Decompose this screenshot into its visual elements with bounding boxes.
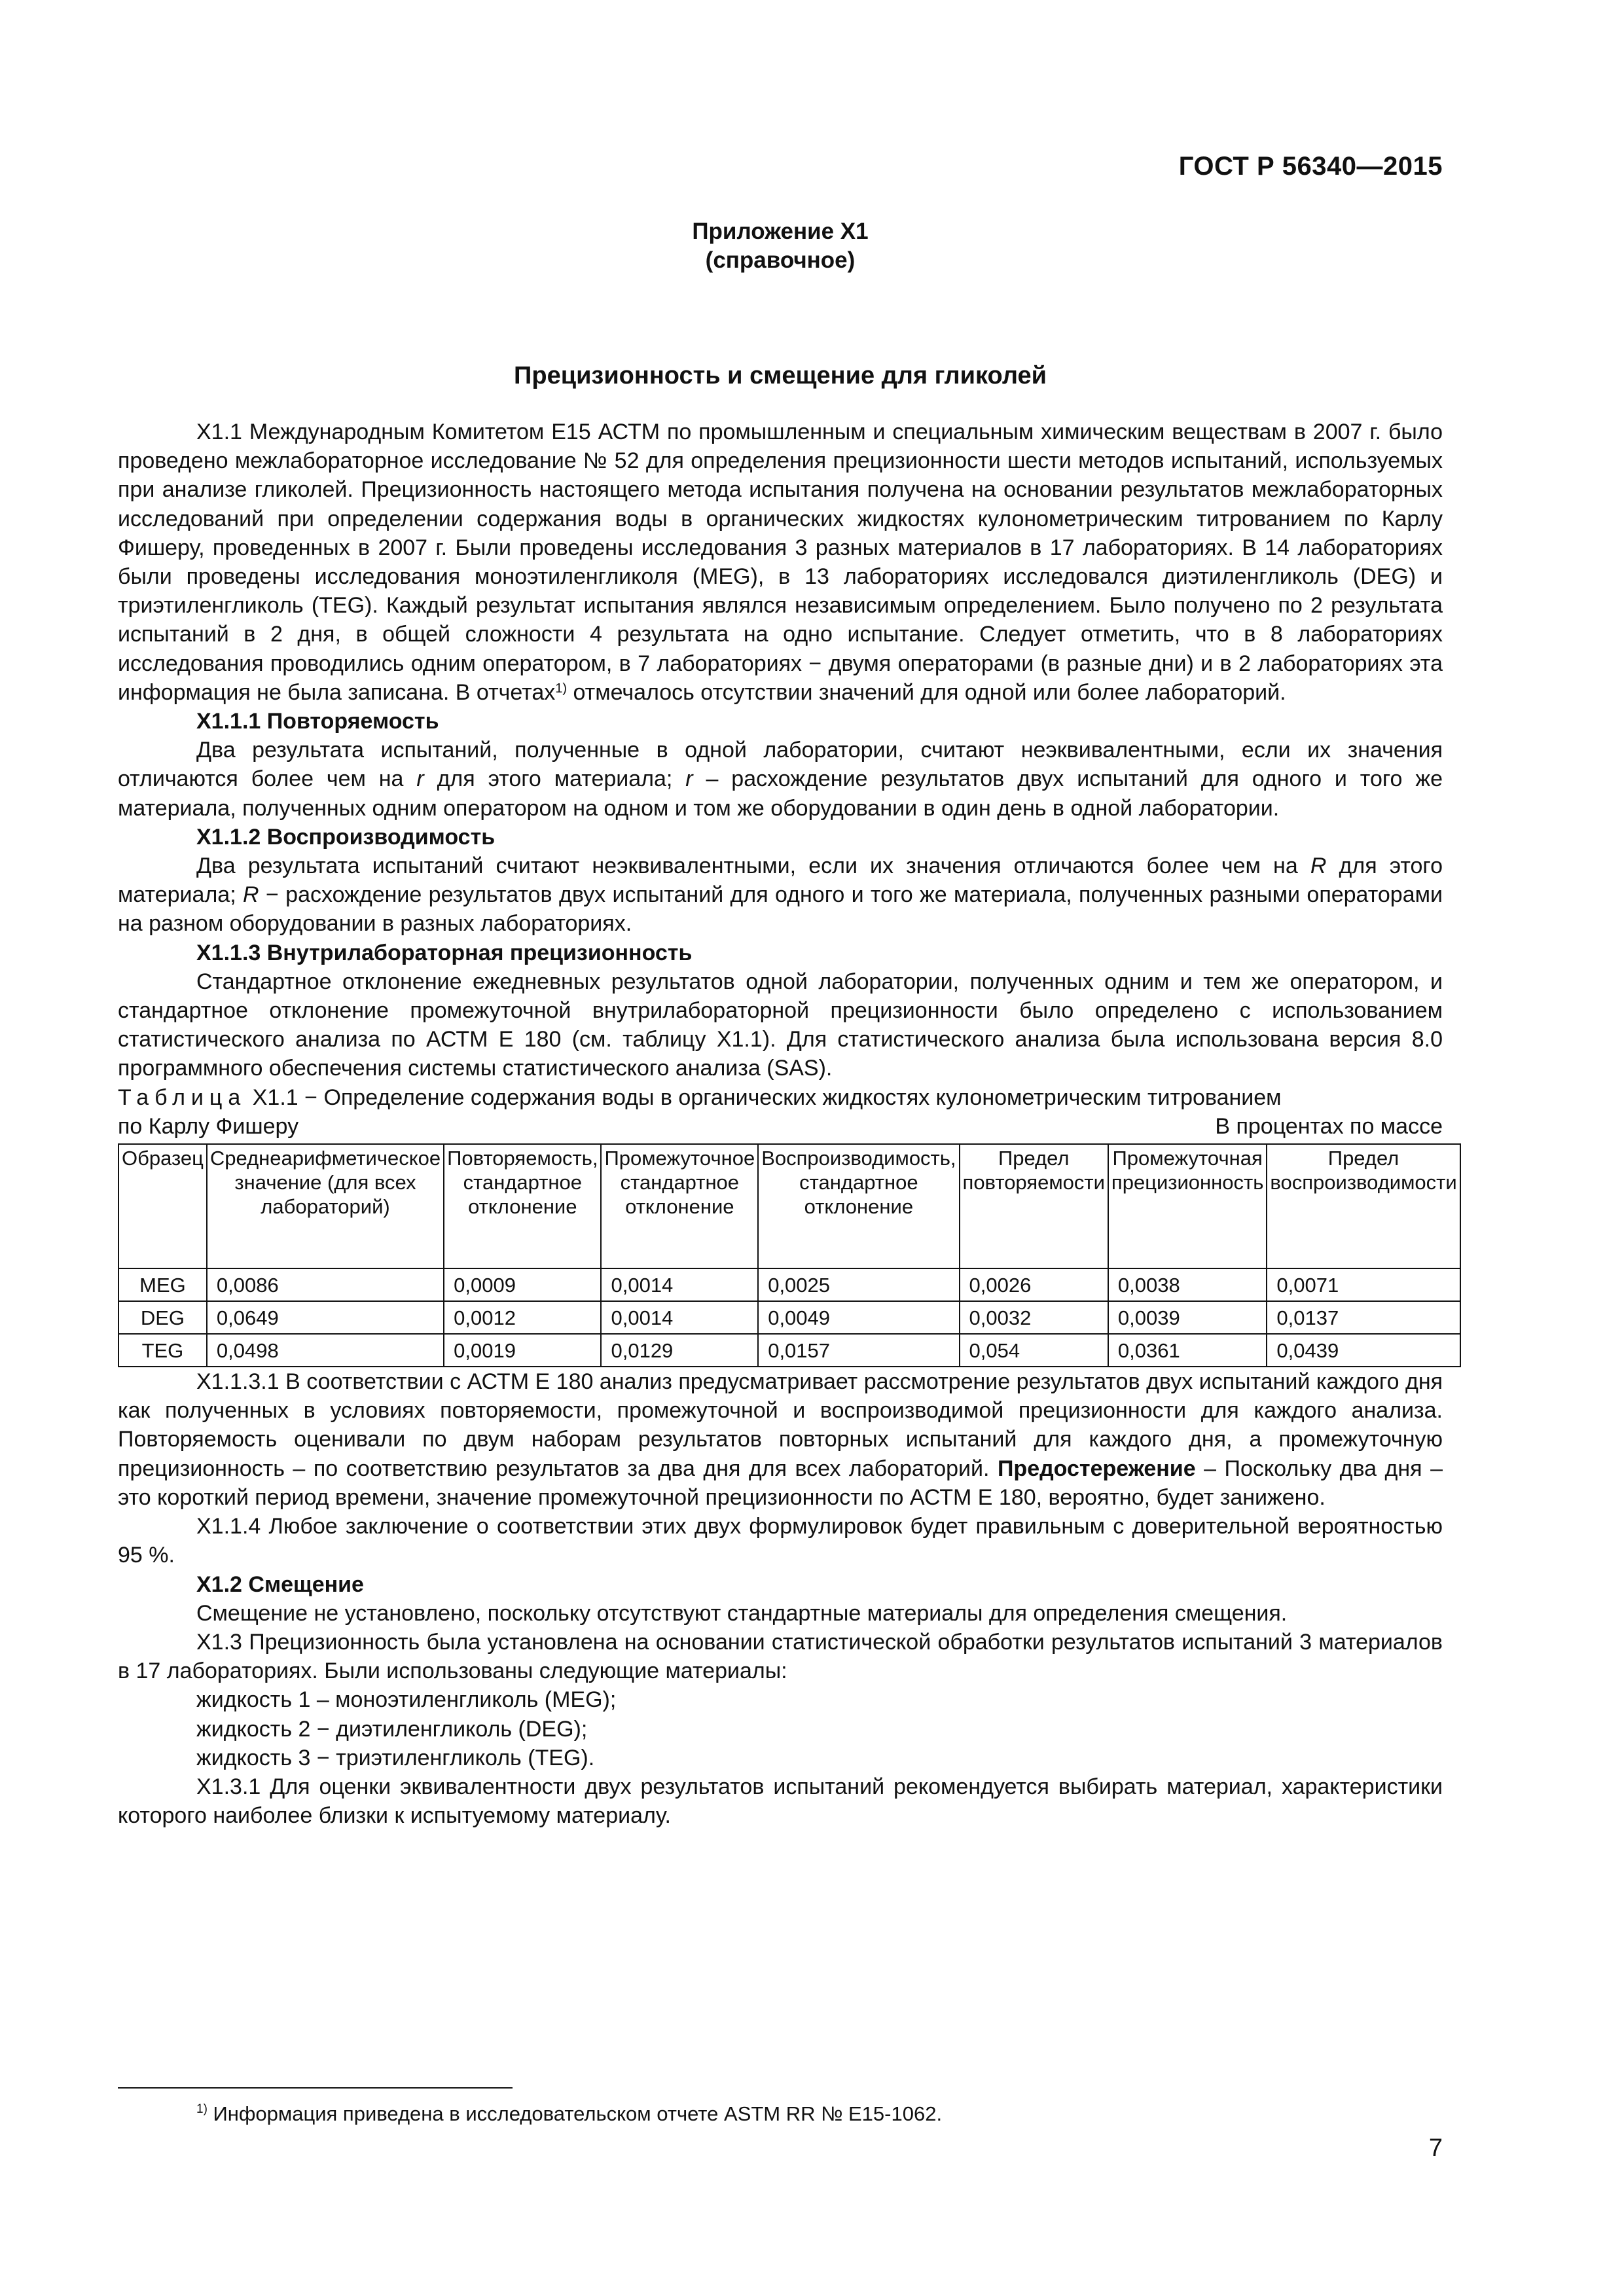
table-cell: 0,054 bbox=[960, 1334, 1108, 1367]
appendix-label: Приложение Х1 bbox=[692, 219, 869, 244]
table-cell: MEG bbox=[118, 1268, 207, 1301]
heading-repeatability: Х1.1.1 Повторяемость bbox=[196, 709, 439, 734]
table-cell: 0,0039 bbox=[1108, 1301, 1267, 1334]
table-cell: 0,0049 bbox=[758, 1301, 959, 1334]
table-header-row bbox=[118, 1144, 1460, 1268]
col-header-sample: Образец bbox=[118, 1144, 207, 1268]
paragraph-x1-1: Х1.1 Международным Комитетом Е15 АСТМ по промышленным и специальным химическим веществам в 2007 г. было проведено межлабораторное исследование № 52 для определения прецизионности шести методов испытаний, используемых при анализе гликолей. Прецизионность настоящего метода испытания получена на основании результатов межлабораторных исследований при определении содержания воды в органических жидкостях кулонометрическим титрованием по Карлу Фишеру, проведенных в 2007 г. Были проведены исследования 3 разных материалов в 17 лабораториях. В 14 лабораториях были проведены исследования моноэтиленгликоля (MEG), в 13 лабораториях исследовался диэтиленгликоль (DEG) и триэтиленгликоль (TEG). Каждый результат испытания являлся независимым определением. Было получено по 2 результата испытаний в 2 дня, в общей сложности 4 результата на одно испытание. Следует отметить, что в 8 лабораториях исследования проводились одним оператором, в 7 лабораториях − двумя операторами (в разные дни) и в 2 лабораториях эта информация не была записана. В отчетах$^{1)}$ отмечалось отсутствии значений для одной или более лабораторий. bbox=[118, 420, 1443, 705]
material-item: жидкость 1 – моноэтиленгликоль (MEG); bbox=[196, 1687, 617, 1713]
table-cell: 0,0014 bbox=[601, 1268, 758, 1301]
heading-bias: Х1.2 Смещение bbox=[196, 1571, 364, 1597]
table-cell: TEG bbox=[118, 1334, 207, 1367]
material-item: жидкость 2 − диэтиленгликоль (DEG); bbox=[196, 1716, 588, 1742]
precision-table bbox=[118, 1143, 1461, 1367]
paragraph-x1-1-4: Х1.1.4 Любое заключение о соответствии этих двух формулировок будет правильным с доверительной вероятностью 95 %. bbox=[118, 1514, 1443, 1568]
col-header-mean: Среднеарифметическое значение (для всех лабораторий) bbox=[207, 1144, 444, 1268]
col-header-repeatability-sd: Повторяемость, стандартное отклонение bbox=[444, 1144, 601, 1268]
table-cell: 0,0129 bbox=[601, 1334, 758, 1367]
paragraph-x1-3: Х1.3 Прецизионность была установлена на основании статистической обработки результатов испытаний 3 материалов в 17 лабораториях. Были использованы следующие материалы: bbox=[118, 1629, 1443, 1684]
table-cell: 0,0014 bbox=[601, 1301, 758, 1334]
table-cell: 0,0026 bbox=[960, 1268, 1108, 1301]
table-cell: 0,0032 bbox=[960, 1301, 1108, 1334]
table-caption-row2 bbox=[118, 1112, 1443, 1141]
table-cell: DEG bbox=[118, 1301, 207, 1334]
paragraph-bias: Смещение не установлено, поскольку отсутствуют стандартные материалы для определения смещения. bbox=[196, 1600, 1288, 1626]
table-cell: 0,0361 bbox=[1108, 1334, 1267, 1367]
table-cell: 0,0019 bbox=[444, 1334, 601, 1367]
table-cell: 0,0157 bbox=[758, 1334, 959, 1367]
col-header-intermediate-sd: Промежуточное стандартное отклонение bbox=[601, 1144, 758, 1268]
heading-intralab-precision: Х1.1.3 Внутрилабораторная прецизионность bbox=[196, 940, 693, 965]
footnote: $^{1)}$ Информация приведена в исследовательском отчете ASTM RR № E15-1062. bbox=[196, 2102, 943, 2125]
footnote-mark: 1) bbox=[196, 2102, 208, 2116]
table-row bbox=[118, 1301, 1460, 1334]
table-units: В процентах по массе bbox=[1215, 1113, 1443, 1139]
page-number: 7 bbox=[1428, 2134, 1443, 2162]
col-header-reproducibility-sd: Воспроизводимость, стандартное отклонение bbox=[758, 1144, 959, 1268]
document-code: ГОСТ Р 56340—2015 bbox=[1178, 152, 1443, 181]
table-caption-label: Таблица bbox=[118, 1085, 247, 1110]
table-caption: Таблица Х1.1 − Определение содержания воды в органических жидкостях кулонометрическим титрованием bbox=[118, 1085, 1282, 1110]
col-header-reproducibility-limit: Предел воспроизводимости bbox=[1267, 1144, 1460, 1268]
table-caption-cont: по Карлу Фишеру bbox=[118, 1113, 299, 1139]
table-cell: 0,0086 bbox=[207, 1268, 444, 1301]
material-item: жидкость 3 − триэтиленгликоль (TEG). bbox=[196, 1745, 595, 1770]
section-title: Прецизионность и смещение для гликолей bbox=[514, 362, 1047, 389]
table-cell: 0,0009 bbox=[444, 1268, 601, 1301]
appendix-type: (справочное) bbox=[705, 247, 856, 273]
warning-label: Предостережение bbox=[997, 1456, 1196, 1481]
document-body bbox=[118, 418, 1457, 1830]
paragraph-x1-3-1: Х1.3.1 Для оценки эквивалентности двух результатов испытаний рекомендуется выбирать материал, характеристики которого наиболее близки к испытуемому материалу. bbox=[118, 1774, 1443, 1829]
paragraph-repeatability: Два результата испытаний, полученные в одной лаборатории, считают неэквивалентными, если их значения отличаются более чем на r для этого материала; r – расхождение результатов двух испытаний для одного и того же материала, полученных одним оператором на одном и том же оборудовании в один день в одной лаборатории. bbox=[118, 738, 1443, 821]
table-cell: 0,0137 bbox=[1267, 1301, 1460, 1334]
table-cell: 0,0498 bbox=[207, 1334, 444, 1367]
appendix-heading bbox=[118, 217, 1443, 275]
footnote-separator bbox=[118, 2087, 513, 2089]
paragraph-x1-1-3-1: Х1.1.3.1 В соответствии с АСТМ Е 180 анализ предусматривает рассмотрение результатов двух испытаний каждого дня как полученных в условиях повторяемости, промежуточной и воспроизводимой прецизионности для каждого анализа. Повторяемость оценивали по двум наборам результатов повторных испытаний для каждого дня, а промежуточную прецизионность – по соответствию результатов за два дня для всех лабораторий. Предостережение – Поскольку два дня – это короткий период времени, значение промежуточной прецизионности по АСТМ Е 180, вероятно, будет занижено. bbox=[118, 1369, 1443, 1510]
paragraph-intralab-precision: Стандартное отклонение ежедневных результатов одной лаборатории, полученных одним и тем же оператором, и стандартное отклонение промежуточной внутрилабораторной прецизионности было определено с использованием статистического анализа по АСТМ Е 180 (см. таблицу Х1.1). Для статистического анализа была использована версия 8.0 программного обеспечения системы статистического анализа (SAS). bbox=[118, 969, 1443, 1081]
table-cell: 0,0649 bbox=[207, 1301, 444, 1334]
table-cell: 0,0038 bbox=[1108, 1268, 1267, 1301]
footnote-ref: 1) bbox=[555, 681, 568, 696]
table-row bbox=[118, 1334, 1460, 1367]
table-cell: 0,0439 bbox=[1267, 1334, 1460, 1367]
table-row bbox=[118, 1268, 1460, 1301]
paragraph-reproducibility: Два результата испытаний считают неэквивалентными, если их значения отличаются более чем на R для этого материала; R − расхождение результатов двух испытаний для одного и того же материала, полученных разными операторами на разном оборудовании в разных лабораториях. bbox=[118, 853, 1443, 937]
table-cell: 0,0012 bbox=[444, 1301, 601, 1334]
heading-reproducibility: Х1.1.2 Воспроизводимость bbox=[196, 824, 496, 850]
table-cell: 0,0071 bbox=[1267, 1268, 1460, 1301]
col-header-intermediate-precision: Промежуточная прецизионность bbox=[1108, 1144, 1267, 1268]
table-cell: 0,0025 bbox=[758, 1268, 959, 1301]
col-header-repeatability-limit: Предел повторяемости bbox=[960, 1144, 1108, 1268]
